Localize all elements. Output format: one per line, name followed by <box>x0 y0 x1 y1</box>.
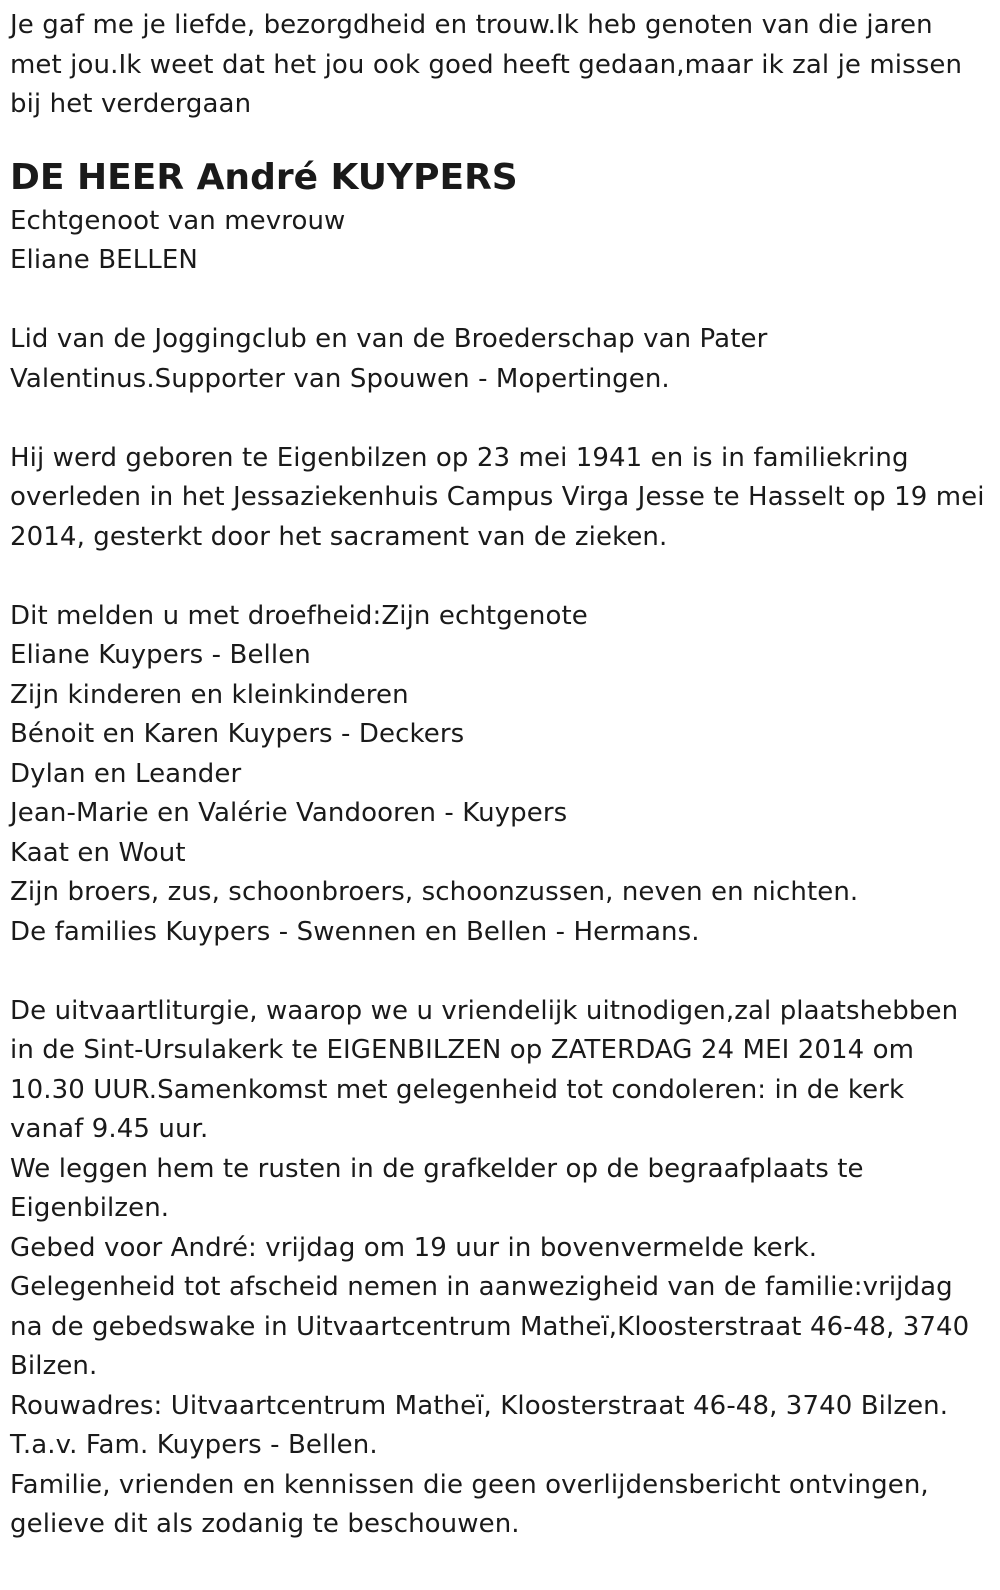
spouse-line: Echtgenoot van mevrouw <box>10 205 346 236</box>
funeral-line: Eigenbilzen. <box>10 1193 170 1223</box>
funeral-line: Gelegenheid tot afscheid nemen in aanwezigheid van de familie:vrijdag <box>10 1272 953 1302</box>
membership-info <box>10 320 985 399</box>
funeral-line: Gebed voor André: vrijdag om 19 uur in bovenvermelde kerk. <box>10 1232 818 1263</box>
family-line: De families Kuypers - Swennen en Bellen - Hermans. <box>10 916 700 947</box>
funeral-line: Rouwadres: Uitvaartcentrum Matheï, Kloosterstraat 46-48, 3740 Bilzen. <box>10 1390 949 1421</box>
birth-death-line: Hij werd geboren te Eigenbilzen op 23 mei 1941 en is in familiekring <box>10 442 909 473</box>
family-line: Zijn broers, zus, schoonbroers, schoonzussen, neven en nichten. <box>10 877 859 907</box>
spouse-info <box>10 202 985 281</box>
birth-death-line: overleden in het Jessaziekenhuis Campus Virga Jesse te Hasselt op 19 mei <box>10 482 985 512</box>
family-list <box>10 597 985 953</box>
family-line: Dit melden u met droefheid:Zijn echtgenote <box>10 600 588 631</box>
poem-line: Je gaf me je liefde, bezorgdheid en trouw.Ik heb genoten van die jaren <box>10 10 933 40</box>
funeral-line: na de gebedswake in Uitvaartcentrum Matheï,Kloosterstraat 46-48, 3740 <box>10 1311 970 1342</box>
membership-line: Valentinus.Supporter van Spouwen - Mopertingen. <box>10 363 670 394</box>
family-line: Eliane Kuypers - Bellen <box>10 640 311 670</box>
family-line: Zijn kinderen en kleinkinderen <box>10 679 409 710</box>
family-line: Kaat en Wout <box>10 837 186 868</box>
funeral-line: vanaf 9.45 uur. <box>10 1114 209 1144</box>
funeral-line: in de Sint-Ursulakerk te EIGENBILZEN op ZATERDAG 24 MEI 2014 om <box>10 1035 915 1065</box>
funeral-line: gelieve dit als zodanig te beschouwen. <box>10 1509 520 1539</box>
poem-line: bij het verdergaan <box>10 89 252 119</box>
funeral-line: T.a.v. Fam. Kuypers - Bellen. <box>10 1430 378 1460</box>
funeral-line: De uitvaartliturgie, waarop we u vriendelijk uitnodigen,zal plaatshebben <box>10 995 959 1026</box>
poem <box>10 6 985 125</box>
funeral-line: Familie, vrienden en kennissen die geen overlijdensbericht ontvingen, <box>10 1469 929 1500</box>
family-line: Dylan en Leander <box>10 758 242 789</box>
funeral-line: We leggen hem te rusten in de grafkelder op de begraafplaats te <box>10 1153 864 1184</box>
poem-line: met jou.Ik weet dat het jou ook goed heeft gedaan,maar ik zal je missen <box>10 49 963 80</box>
deceased-name: DE HEER André KUYPERS <box>10 156 518 198</box>
funeral-line: Bilzen. <box>10 1351 98 1381</box>
death-notice <box>10 6 985 1545</box>
birth-death-info <box>10 439 985 558</box>
membership-line: Lid van de Joggingclub en van de Broederschap van Pater <box>10 324 768 354</box>
birth-death-line: 2014, gesterkt door het sacrament van de zieken. <box>10 521 668 552</box>
funeral-info <box>10 992 985 1545</box>
family-line: Bénoit en Karen Kuypers - Deckers <box>10 719 465 749</box>
funeral-line: 10.30 UUR.Samenkomst met gelegenheid tot condoleren: in de kerk <box>10 1074 905 1105</box>
spouse-line: Eliane BELLEN <box>10 245 198 275</box>
family-line: Jean-Marie en Valérie Vandooren - Kuypers <box>10 798 568 828</box>
